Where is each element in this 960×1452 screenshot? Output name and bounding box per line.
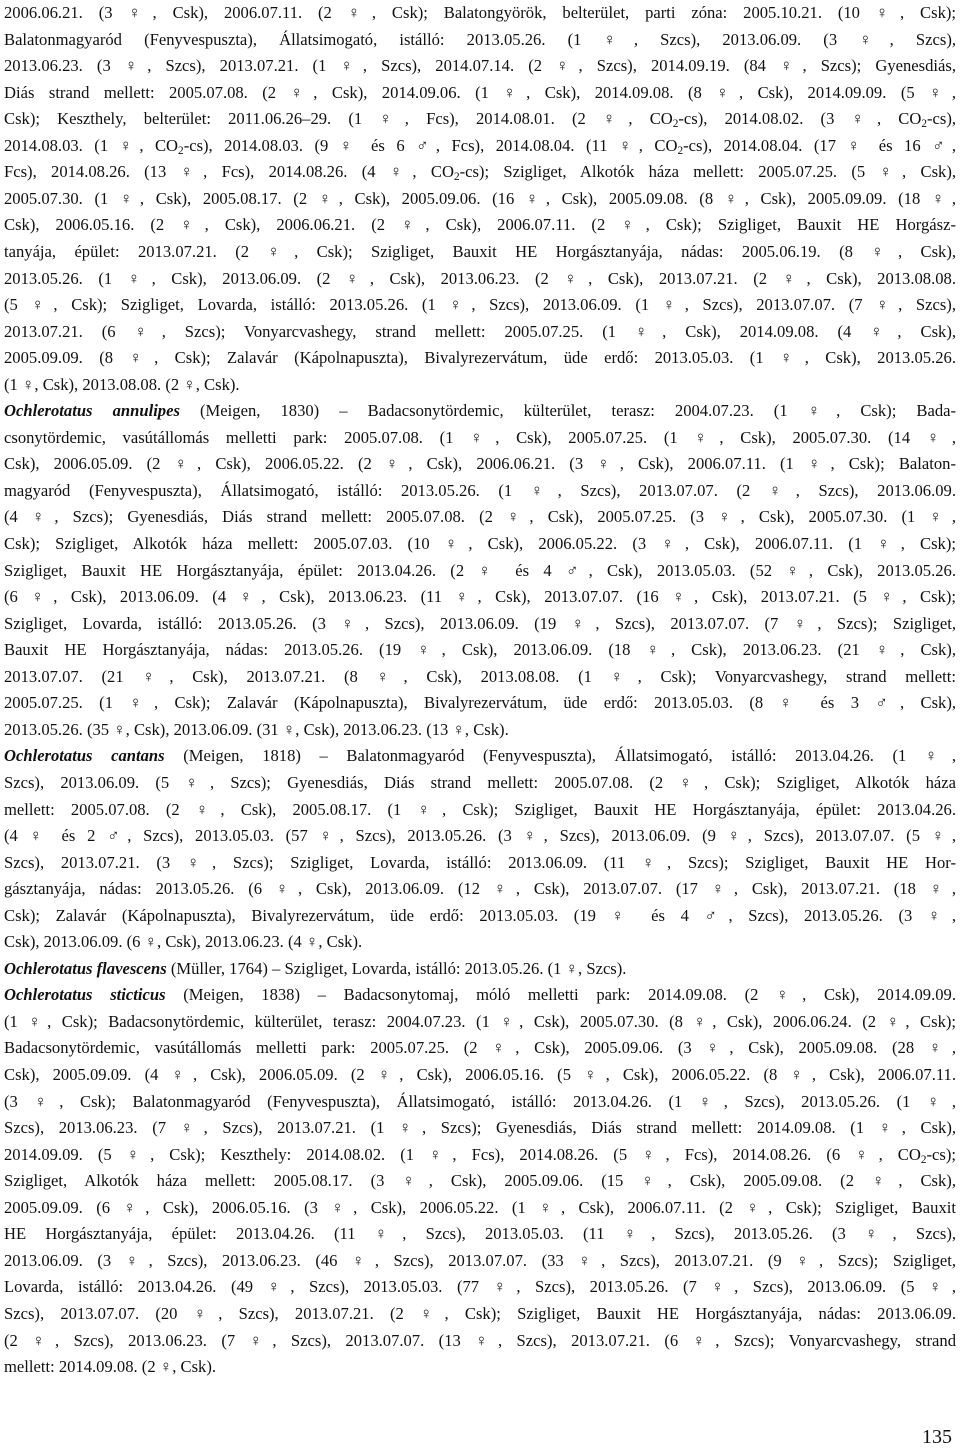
text-line: Szigliget, Lovarda, istálló: 2013.05.26. (3 ♀, Szcs), 2013.06.09. (19 ♀, Szcs), 2013.07.07. (7 ♀, Szcs); Szigliget,	[4, 613, 956, 633]
text-line: mellett: 2014.09.08. (2 ♀, Csk).	[4, 1357, 217, 1377]
text-line: Szcs), 2013.07.21. (3 ♀, Szcs); Szigliget, Lovarda, istálló: 2013.06.09. (11 ♀, Szcs); Szigliget, Bauxit HE Hor-	[4, 852, 956, 872]
text-line: Szcs), 2013.06.09. (5 ♀, Szcs); Gyenesdiás, Diás strand mellett: 2005.07.08. (2 ♀, Csk); Szigliget, Alkotók háza	[4, 772, 956, 792]
text-line: Diás strand mellett: 2005.07.08. (2 ♀, Csk), 2014.09.06. (1 ♀, Csk), 2014.09.08. (8 ♀, Csk), 2014.09.09. (5 ♀,	[4, 82, 956, 102]
text-line: 2013.05.26. (1 ♀, Csk), 2013.06.09. (2 ♀, Csk), 2013.06.23. (2 ♀, Csk), 2013.07.21. (2 ♀, Csk), 2013.08.08.	[4, 268, 956, 288]
text-line: magyaród (Fenyvespuszta), Állatsimogató, istálló: 2013.05.26. (1 ♀, Szcs), 2013.07.07. (2 ♀, Szcs), 2013.06.09.	[4, 480, 956, 500]
text-line: Badacsonytördemic, vasútállomás melletti park: 2005.07.25. (2 ♀, Csk), 2005.09.06. (3 ♀, Csk), 2005.09.08. (28 ♀,	[4, 1038, 956, 1058]
text-line: Ochlerotatus sticticus (Meigen, 1838) – Badacsonytomaj, móló melletti park: 2014.09.08. (2 ♀, Csk), 2014.09.09.	[4, 985, 956, 1005]
text-line: 2005.07.30. (1 ♀, Csk), 2005.08.17. (2 ♀, Csk), 2005.09.06. (16 ♀, Csk), 2005.09.08. (8 ♀, Csk), 2005.09.09. (18 ♀,	[4, 188, 956, 208]
text-line: 2013.05.26. (35 ♀, Csk), 2013.06.09. (31 ♀, Csk), 2013.06.23. (13 ♀, Csk).	[4, 719, 509, 739]
text-line: 2013.07.07. (21 ♀, Csk), 2013.07.21. (8 ♀, Csk), 2013.08.08. (1 ♀, Csk); Vonyarcvashegy, strand mellett:	[4, 666, 956, 686]
text-line: Csk), 2006.05.16. (2 ♀, Csk), 2006.06.21. (2 ♀, Csk), 2006.07.11. (2 ♀, Csk); Szigliget, Bauxit HE Horgász-	[4, 215, 956, 235]
text-line: Balatonmagyaród (Fenyvespuszta), Állatsimogató, istálló: 2013.05.26. (1 ♀, Szcs), 2013.06.09. (3 ♀, Szcs),	[4, 29, 956, 49]
text-line: 2013.06.23. (3 ♀, Szcs), 2013.07.21. (1 ♀, Szcs), 2014.07.14. (2 ♀, Szcs), 2014.09.19. (84 ♀, Szcs); Gyenesdiás,	[4, 56, 956, 76]
text-line: (1 ♀, Csk), 2013.08.08. (2 ♀, Csk).	[4, 374, 240, 394]
text-line: mellett: 2005.07.08. (2 ♀, Csk), 2005.08.17. (1 ♀, Csk); Szigliget, Bauxit HE Horgásztanyája, épület: 2013.04.26.	[4, 799, 956, 819]
text-line: Csk); Zalavár (Kápolnapuszta), Bivalyrezervátum, üde erdő: 2013.05.03. (19 ♀ és 4 ♂, Szcs), 2013.05.26. (3 ♀,	[4, 905, 956, 925]
text-line: Bauxit HE Horgásztanyája, nádas: 2013.05.26. (19 ♀, Csk), 2013.06.09. (18 ♀, Csk), 2013.06.23. (21 ♀, Csk),	[4, 640, 956, 660]
text-line: Csk); Keszthely, belterület: 2011.06.26–29. (1 ♀, Fcs), 2014.08.01. (2 ♀, $CO_2-cs$), 2014.08.02. (3 ♀, $CO_2-cs$),	[4, 109, 957, 130]
text-line: Csk), 2006.05.09. (2 ♀, Csk), 2006.05.22. (2 ♀, Csk), 2006.06.21. (3 ♀, Csk), 2006.07.11. (1 ♀, Csk); Balaton-	[4, 454, 956, 474]
text-line: Csk), 2005.09.09. (4 ♀, Csk), 2006.05.09. (2 ♀, Csk), 2006.05.16. (5 ♀, Csk), 2006.05.22. (8 ♀, Csk), 2006.07.11.	[4, 1065, 956, 1084]
text-line: 2005.07.25. (1 ♀, Csk); Zalavár (Kápolnapuszta), Bivalyrezervátum, üde erdő: 2013.05.03. (8 ♀ és 3 ♂, Csk),	[4, 693, 956, 713]
text-line: Lovarda, istálló: 2013.04.26. (49 ♀, Szcs), 2013.05.03. (77 ♀, Szcs), 2013.05.26. (7 ♀, Szcs), 2013.06.09. (5 ♀,	[4, 1277, 956, 1297]
text-line: (4 ♀, Szcs); Gyenesdiás, Diás strand mellett: 2005.07.08. (2 ♀, Csk), 2005.07.25. (3 ♀, Csk), 2005.07.30. (1 ♀,	[4, 507, 956, 527]
text-line: (4 ♀ és 2 ♂, Szcs), 2013.05.03. (57 ♀, Szcs), 2013.05.26. (3 ♀, Szcs), 2013.06.09. (9 ♀, Szcs), 2013.07.07. (5 ♀,	[4, 826, 956, 846]
text-line: Fcs), 2014.08.26. (13 ♀, Fcs), 2014.08.26. (4 ♀, $CO_2-cs$); Szigliget, Alkotók háza mellett: 2005.07.25. (5 ♀, Csk),	[4, 162, 956, 184]
species-name: Ochlerotatus sticticus	[4, 985, 166, 1005]
text-line: Csk), 2013.06.09. (6 ♀, Csk), 2013.06.23. (4 ♀, Csk).	[4, 932, 363, 952]
text-line: (3 ♀, Csk); Balatonmagyaród (Fenyvespuszta), Állatsimogató, istálló: 2013.04.26. (1 ♀, Szcs), 2013.05.26. (1 ♀,	[4, 1091, 956, 1111]
text-line: 2013.06.09. (3 ♀, Szcs), 2013.06.23. (46 ♀, Szcs), 2013.07.07. (33 ♀, Szcs), 2013.07.21. (9 ♀, Szcs); Szigliget,	[4, 1250, 956, 1270]
text-line: Szcs), 2013.07.07. (20 ♀, Szcs), 2013.07.21. (2 ♀, Csk); Szigliget, Bauxit HE Horgásztanyája, nádas: 2013.06.09.	[4, 1303, 956, 1323]
text-line: 2006.06.21. (3 ♀, Csk), 2006.07.11. (2 ♀, Csk); Balatongyörök, belterület, parti zóna: 2005.10.21. (10 ♀, Csk);	[4, 3, 956, 22]
text-line: 2014.09.09. (5 ♀, Csk); Keszthely: 2014.08.02. (1 ♀, Fcs), 2014.08.26. (5 ♀, Fcs), 2014.08.26. (6 ♀, $CO_2-cs$);	[4, 1144, 956, 1166]
text-line: tanyája, épület: 2013.07.21. (2 ♀, Csk); Szigliget, Bauxit HE Horgásztanyája, nádas: 2005.06.19. (8 ♀, Csk),	[4, 241, 956, 261]
species-name: Ochlerotatus annulipes	[4, 401, 180, 421]
text-line: (6 ♀, Csk), 2013.06.09. (4 ♀, Csk), 2013.06.23. (11 ♀, Csk), 2013.07.07. (16 ♀, Csk), 2013.07.21. (5 ♀, Csk);	[4, 587, 956, 607]
text-line: HE Horgásztanyája, épület: 2013.04.26. (11 ♀, Szcs), 2013.05.03. (11 ♀, Szcs), 2013.05.26. (3 ♀, Szcs),	[4, 1224, 956, 1244]
text-line: Ochlerotatus cantans (Meigen, 1818) – Balatonmagyaród (Fenyvespuszta), Állatsimogató, istálló: 2013.04.26. (1 ♀,	[4, 746, 956, 766]
text-line: 2013.07.21. (6 ♀, Szcs); Vonyarcvashegy, strand mellett: 2005.07.25. (1 ♀, Csk), 2014.09.08. (4 ♀, Csk),	[4, 321, 956, 341]
text-line: 2005.09.09. (6 ♀, Csk), 2006.05.16. (3 ♀, Csk), 2006.05.22. (1 ♀, Csk), 2006.07.11. (2 ♀, Csk); Szigliget, Bauxit	[4, 1197, 956, 1217]
text-line: (5 ♀, Csk); Szigliget, Lovarda, istálló: 2013.05.26. (1 ♀, Szcs), 2013.06.09. (1 ♀, Szcs), 2013.07.07. (7 ♀, Szcs),	[4, 295, 956, 315]
page-number: 135	[922, 1426, 952, 1448]
text-line: 2014.08.03. (1 ♀, $CO_2-cs$), 2014.08.03. (9 ♀ és 6 ♂, Fcs), 2014.08.04. (11 ♀, $CO_2-cs$), 2014.08.04. (17 ♀ és 16 ♂,	[4, 135, 957, 157]
text-line: gásztanyája, nádas: 2013.05.26. (6 ♀, Csk), 2013.06.09. (12 ♀, Csk), 2013.07.07. (17 ♀, Csk), 2013.07.21. (18 ♀,	[4, 879, 956, 899]
text-line: csonytördemic, vasútállomás melletti park: 2005.07.08. (1 ♀, Csk), 2005.07.25. (1 ♀, Csk), 2005.07.30. (14 ♀,	[4, 427, 956, 447]
text-line: Ochlerotatus annulipes (Meigen, 1830) – Badacsonytördemic, külterület, terasz: 2004.07.23. (1 ♀, Csk); Bada-	[4, 401, 957, 421]
text-line: Ochlerotatus flavescens (Müller, 1764) – Szigliget, Lovarda, istálló: 2013.05.26. (1 ♀, Szcs).	[4, 958, 627, 978]
text-line: Szcs), 2013.06.23. (7 ♀, Szcs), 2013.07.21. (1 ♀, Szcs); Gyenesdiás, Diás strand mellett: 2014.09.08. (1 ♀, Csk),	[4, 1118, 956, 1138]
text-line: Szigliget, Alkotók háza mellett: 2005.08.17. (3 ♀, Csk), 2005.09.06. (15 ♀, Csk), 2005.09.08. (2 ♀, Csk),	[4, 1171, 956, 1191]
text-line: Szigliget, Bauxit HE Horgásztanyája, épület: 2013.04.26. (2 ♀ és 4 ♂, Csk), 2013.05.03. (52 ♀, Csk), 2013.05.26.	[4, 560, 956, 580]
text-line: 2005.09.09. (8 ♀, Csk); Zalavár (Kápolnapuszta), Bivalyrezervátum, üde erdő: 2013.05.03. (1 ♀, Csk), 2013.05.26.	[4, 348, 956, 368]
text-line: Csk); Szigliget, Alkotók háza mellett: 2005.07.03. (10 ♀, Csk), 2006.05.22. (3 ♀, Csk), 2006.07.11. (1 ♀, Csk);	[4, 534, 956, 553]
species-name: Ochlerotatus cantans	[4, 746, 165, 766]
text-line: (2 ♀, Szcs), 2013.06.23. (7 ♀, Szcs), 2013.07.07. (13 ♀, Szcs), 2013.07.21. (6 ♀, Szcs); Vonyarcvashegy, strand	[4, 1330, 956, 1350]
text-line: (1 ♀, Csk); Badacsonytördemic, külterület, terasz: 2004.07.23. (1 ♀, Csk), 2005.07.30. (8 ♀, Csk), 2006.06.24. (2 ♀, Csk);	[4, 1011, 956, 1031]
species-name: Ochlerotatus flavescens	[4, 958, 167, 978]
